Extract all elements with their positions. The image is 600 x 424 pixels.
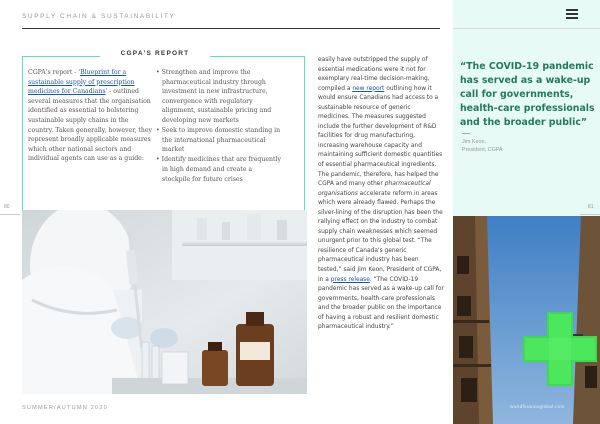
new-report-link[interactable]: new report: [352, 85, 385, 92]
report-link[interactable]: Blueprint for a sustainable supply of prescription medicines for Canadians: [28, 69, 135, 96]
report-box-title: CGPA'S REPORT: [100, 50, 210, 57]
pull-quote: “The COVID-19 pandemic has served as a wake-up call for governments, health-care professionals and the broader public”: [460, 61, 595, 128]
article-text-italic: pharmaceutical organisations: [318, 181, 431, 197]
report-intro-text: CGPA's report - ': [28, 69, 81, 76]
measure-item: • Seek to improve domestic standing in the international pharmaceutical market: [156, 127, 281, 154]
article-text: outlining how it would ensure Canadians had access to a sustainable resource of generic medicines. The measures suggested include the further development of R&D facilities for drug manufacturing, increasing warehouse capacity and maintaining sufficient domestic quantities of essential pharmaceutical ingredients. The pandemic, therefore, has helped the CGPA and many other: [318, 85, 443, 188]
quote-attribution-role: President, CGPA: [462, 147, 503, 153]
header-divider: [22, 28, 440, 29]
quote-attribution-name: Jim Keon,: [462, 139, 486, 145]
article-body: [318, 56, 444, 333]
edge-rule-left: [0, 214, 20, 215]
page-number-left: 80: [4, 204, 10, 210]
report-box-intro: [28, 68, 154, 164]
press-release-link[interactable]: press release: [330, 276, 370, 283]
measure-item: • Strengthen and improve the pharmaceutical industry through investment in new infrastructure, convergence with regulatory alignment, sustainable pricing and developing new markets: [156, 69, 272, 124]
edge-rule-right: [580, 214, 600, 215]
article-text: easily have outstripped the supply of essential medications were it not for exemplary real-time decision-making, compiled a: [318, 57, 430, 92]
measure-item: • Identify medicines that are frequently in high demand and create a stockpile for future crises: [156, 156, 281, 183]
report-measures-list: [156, 68, 282, 185]
page-number-right: 81: [588, 204, 594, 210]
report-intro-text-cont: ' - outlined several measures that the organisation identified as essential to bolstering sustainable supply chains in the country. Taken generally, however, they represent broadly applicable measures which other national sectors and individual agents can use as a guide:: [28, 88, 153, 163]
photo-credit: worldfinanceglobal.com: [510, 404, 565, 409]
article-text: accelerate reform in areas which were already flawed. Perhaps the silver-lining of the disruption has been the rallying effect on the industry to combat supply chain weaknesses which seemed unurgent prior to this global test. “The resilience of Canada's generic pharmaceutical industry has been tested,” said Jim Keon, President of CGPA, in a: [318, 190, 443, 283]
article-text: . “The COVID-19 pandemic has served as a wake-up call for governments, health-care professionals and the broader public on the importance of having a robust and resilient domestic pharmaceutical industry.”: [318, 276, 444, 331]
hamburger-menu-icon[interactable]: [566, 9, 578, 19]
quote-dash: [462, 133, 470, 134]
quote-panel-divider: [453, 28, 600, 29]
pharmacy-cross-illustration: [453, 216, 600, 424]
pharmacy-cross-photo: [453, 216, 600, 424]
laboratory-photo: [22, 210, 307, 394]
section-label: SUPPLY CHAIN & SUSTAINABILITY: [22, 13, 176, 20]
laboratory-illustration: [22, 210, 307, 394]
issue-label: SUMMER/AUTUMN 2020: [22, 405, 108, 411]
